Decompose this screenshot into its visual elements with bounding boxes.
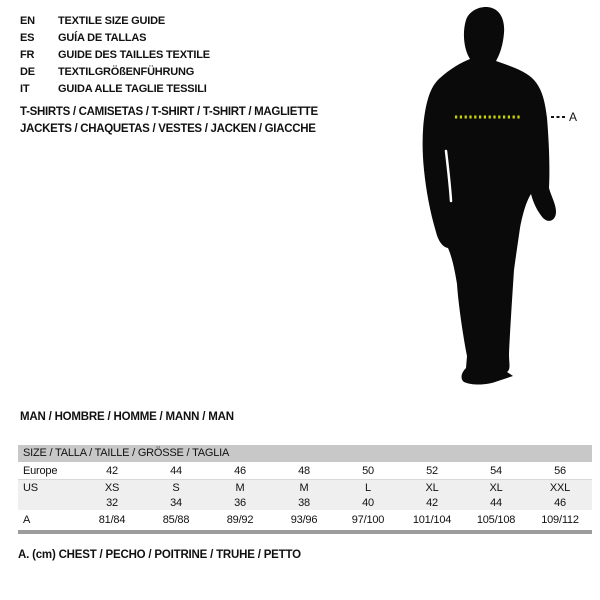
size-cell: XL <box>425 481 439 494</box>
language-name: GUÍA DE TALLAS <box>58 32 147 44</box>
language-list <box>20 13 210 98</box>
table-row-numeric <box>18 495 592 510</box>
size-cell: 109/112 <box>541 514 579 526</box>
category-line-tshirts: T-SHIRTS / CAMISETAS / T-SHIRT / T-SHIRT / MAGLIETTE <box>20 106 318 118</box>
size-cell: 46 <box>554 496 566 509</box>
size-cell: 105/108 <box>476 514 516 526</box>
language-row <box>20 64 210 81</box>
language-code: ES <box>20 32 35 44</box>
size-cell: L <box>365 481 371 494</box>
size-cell: 36 <box>234 496 246 509</box>
table-row-chest-a <box>18 510 592 530</box>
row-label: Europe <box>23 464 58 477</box>
size-cell: 52 <box>426 464 438 477</box>
section-title-man: MAN / HOMBRE / HOMME / MANN / MAN <box>20 411 234 423</box>
language-name: TEXTILE SIZE GUIDE <box>58 15 166 27</box>
size-cell: 34 <box>170 496 182 509</box>
table-bottom-border <box>18 530 592 534</box>
man-silhouette-figure <box>400 0 600 400</box>
language-code: IT <box>20 83 30 95</box>
table-shaded-band <box>18 479 592 510</box>
language-code: DE <box>20 66 35 78</box>
row-label: US <box>23 481 38 494</box>
language-row <box>20 30 210 47</box>
size-cell: 89/92 <box>226 514 254 526</box>
man-silhouette <box>400 0 600 400</box>
size-cell: 40 <box>362 496 374 509</box>
size-cell: 42 <box>106 464 118 477</box>
chest-label-a: A <box>569 110 578 124</box>
size-table-header: SIZE / TALLA / TAILLE / GRÖSSE / TAGLIA <box>18 445 592 462</box>
size-cell: 93/96 <box>290 514 318 526</box>
size-cell: 32 <box>106 496 118 509</box>
language-name: TEXTILGRÖßENFÜHRUNG <box>58 66 195 78</box>
table-row-europe <box>18 462 592 479</box>
size-cell: M <box>299 481 309 494</box>
category-lines <box>20 104 318 138</box>
size-cell: 97/100 <box>351 514 385 526</box>
language-row <box>20 13 210 30</box>
table-row-us <box>18 480 592 495</box>
size-cell: 101/104 <box>412 514 452 526</box>
size-cell: 42 <box>426 496 438 509</box>
size-cell: 85/88 <box>162 514 190 526</box>
size-cell: 54 <box>490 464 502 477</box>
language-row <box>20 47 210 64</box>
footnote-chest: A. (cm) CHEST / PECHO / POITRINE / TRUHE / PETTO <box>18 549 301 561</box>
size-cell: 81/84 <box>98 514 126 526</box>
size-cell: 38 <box>298 496 310 509</box>
size-cell: 44 <box>490 496 502 509</box>
size-cell: S <box>172 481 180 494</box>
size-table <box>18 445 592 534</box>
category-line-jackets: JACKETS / CHAQUETAS / VESTES / JACKEN / GIACCHE <box>20 123 316 135</box>
size-cell: XS <box>104 481 120 494</box>
language-code: EN <box>20 15 35 27</box>
language-name: GUIDA ALLE TAGLIE TESSILI <box>58 83 207 95</box>
language-row <box>20 81 210 98</box>
size-cell: 56 <box>554 464 566 477</box>
language-name: GUIDE DES TAILLES TEXTILE <box>58 49 210 61</box>
man-silhouette-body <box>423 7 556 385</box>
language-code: FR <box>20 49 35 61</box>
size-cell: 48 <box>298 464 310 477</box>
size-cell: M <box>235 481 245 494</box>
size-cell: 46 <box>234 464 246 477</box>
size-cell: XL <box>489 481 503 494</box>
row-label: A <box>23 514 31 526</box>
size-cell: XXL <box>549 481 571 494</box>
size-cell: 44 <box>170 464 182 477</box>
size-cell: 50 <box>362 464 374 477</box>
